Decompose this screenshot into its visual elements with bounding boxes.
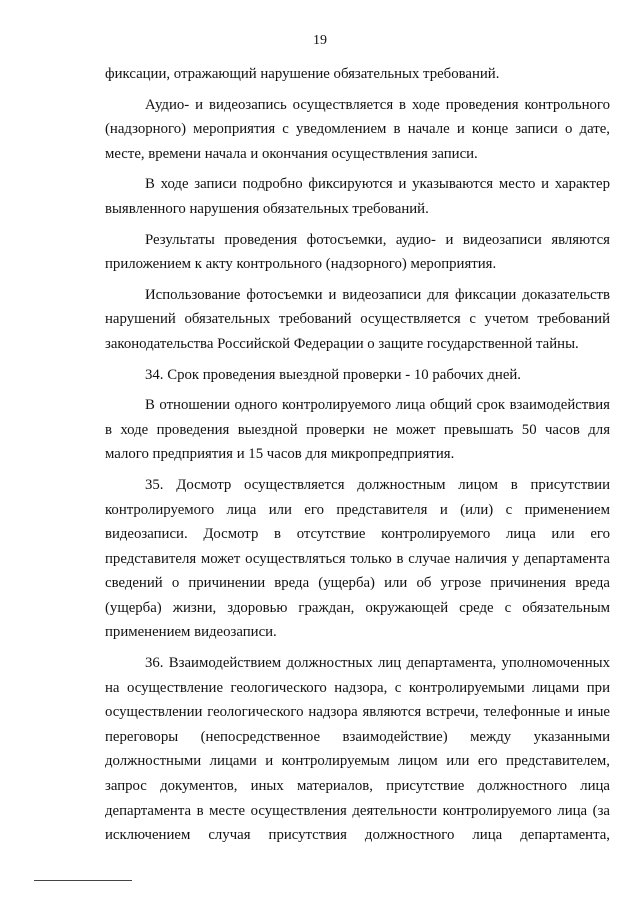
document-body: [105, 62, 610, 848]
paragraph-interaction-term: В отношении одного контролируемого лица общий срок взаимодействия в ходе проведения выездной проверки не может превышать 50 часов для малого предприятия и 15 часов для микропредприятия.: [105, 397, 610, 463]
paragraph-recording-results: Результаты проведения фотосъемки, аудио- и видеозаписи являются приложением к акту контрольного (надзорного) мероприятия.: [105, 231, 610, 273]
paragraph-item-35: 35. Досмотр осуществляется должностным лицом в присутствии контролируемого лица или его представителя и (или) с применением видеозаписи. Досмотр в отсутствие контролируемого лица или его представителя может осуществляться только в случае наличия у департамента сведений о причинении вреда (ущерба) или об угрозе причинения вреда (ущерба) жизни, здоровью граждан, окружающей среде с обязательным применением видеозаписи.: [105, 476, 610, 641]
paragraph-continuation: фиксации, отражающий нарушение обязательных требований.: [105, 66, 500, 82]
paragraph-audio-video-recording: Аудио- и видеозапись осуществляется в ходе проведения контрольного (надзорного) мероприятия с уведомлением в начале и конце записи о дате, месте, времени начала и окончания осуществления записи.: [105, 96, 610, 162]
page-number: 19: [313, 33, 327, 48]
paragraph-recording-details: В ходе записи подробно фиксируются и указываются место и характер выявленного нарушения обязательных требований.: [105, 176, 610, 217]
paragraph-item-34: 34. Срок проведения выездной проверки - 10 рабочих дней.: [145, 366, 522, 383]
paragraph-item-36: 36. Взаимодействием должностных лиц департамента, уполномоченных на осуществление геологического надзора, с контролируемыми лицами при осуществлении геологического надзора являются встречи, телефонные и иные переговоры (непосредственное взаимодействие) между указанными должностными лицами и контролируемым лицом или его представителем, запрос документов, иных материалов, присутствие должностного лица департамента в месте осуществления деятельности контролируемого лица (за исключением случая присутствия должностного лица департамента,: [105, 655, 610, 844]
paragraph-state-secret: Использование фотосъемки и видеозаписи для фиксации доказательств нарушений обязательных требований осуществляется с учетом требований законодательства Российской Федерации о защите государственной тайны.: [105, 286, 610, 352]
footer-divider: [34, 880, 132, 881]
